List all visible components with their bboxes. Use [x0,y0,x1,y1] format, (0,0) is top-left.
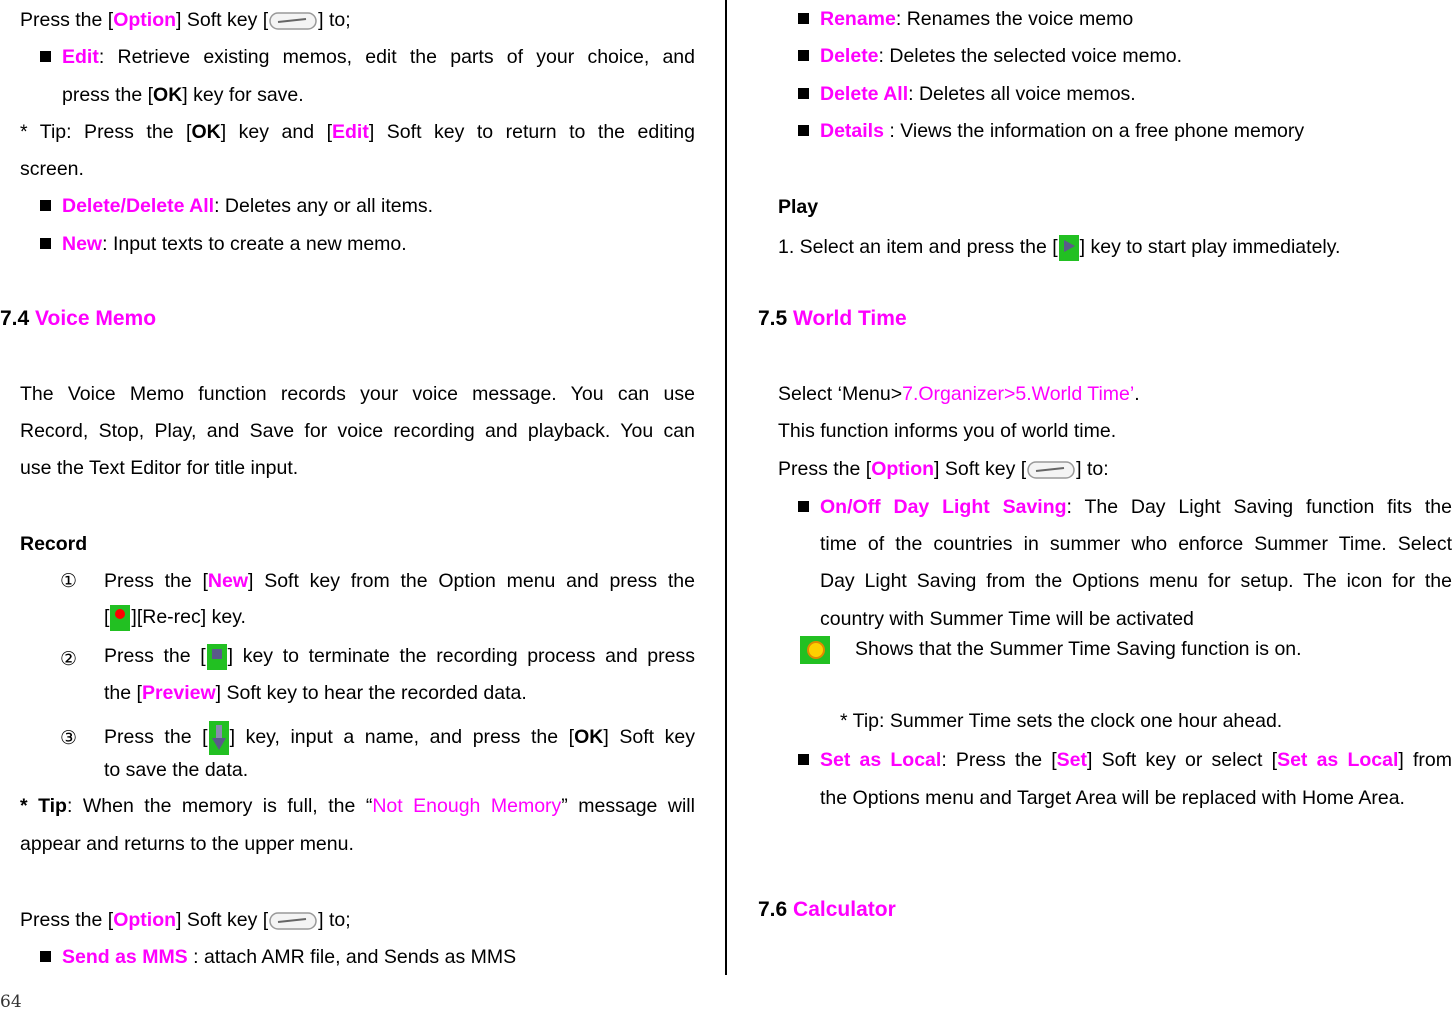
voice-memo-para-line2: Record, Stop, Play, and Save for voice recording and playback. You can [20,420,695,442]
column-divider [725,0,727,975]
daylight-line1: On/Off Day Light Saving: The Day Light Saving function fits the [820,496,1452,518]
bullet-icon [798,501,809,512]
soft-key-icon [268,910,318,932]
bullet-icon [798,13,809,24]
new-item: New: Input texts to create a new memo. [62,233,407,255]
step3-line1: Press the [ ] key, input a name, and press the [OK] Soft key [104,720,695,756]
option2-line: Press the [Option] Soft key [ ] to; [20,909,351,931]
tip1-line: * Tip: Press the [OK] key and [Edit] Soft key to return to the editing [20,121,695,143]
option-intro-line: Press the [Option] Soft key [ ] to; [20,9,351,31]
set-local-line1: Set as Local: Press the [Set] Soft key or select [Set as Local] from [820,749,1452,771]
delete-all-item: Delete All: Deletes all voice memos. [820,83,1136,105]
informs-line: This function informs you of world time. [778,420,1117,442]
bullet-icon [798,50,809,61]
step1-line1: Press the [New] Soft key from the Option menu and press the [104,570,695,592]
step2-line2: the [Preview] Soft key to hear the recorded data. [104,682,527,704]
daylight-line3: Day Light Saving from the Options menu for setup. The icon for the [820,570,1452,592]
summer-tip: * Tip: Summer Time sets the clock one hour ahead. [840,710,1283,732]
section-heading-calculator: 7.6 Calculator [758,898,896,921]
bullet-icon [798,88,809,99]
step-marker: ① [60,570,78,592]
send-mms-item: Send as MMS : attach AMR file, and Sends as MMS [62,946,517,968]
select-menu-line: Select ‘Menu>7.Organizer>5.World Time’. [778,383,1140,405]
section-heading-voice-memo: 7.4 Voice Memo [0,307,157,330]
bullet-icon [798,125,809,136]
voice-memo-para-line3: use the Text Editor for title input. [20,457,299,479]
option-line: Press the [Option] Soft key [ ] to: [778,458,1109,480]
tip2-line1: * Tip: When the memory is full, the “Not Enough Memory” message will [20,795,695,817]
tip2-line2: appear and returns to the upper menu. [20,833,354,855]
delete-item: Delete: Deletes the selected voice memo. [820,45,1183,67]
stop-icon [206,643,228,671]
voice-memo-para-line1: The Voice Memo function records your voice message. You can use [20,383,695,405]
step2-line1: Press the [ ] key to terminate the recording process and press [104,643,695,671]
step-marker: ② [60,648,78,670]
edit-item-line2: press the [OK] key for save. [62,84,304,106]
soft-key-icon [268,10,318,32]
section-heading-world-time: 7.5 World Time [758,307,907,330]
record-heading: Record [20,533,88,555]
step-marker: ③ [60,727,78,749]
step1-line2: [ ][Re-rec] key. [104,604,246,632]
edit-item: Edit: Retrieve existing memos, edit the parts of your choice, and [62,46,695,68]
details-item: Details : Views the information on a free phone memory [820,120,1305,142]
soft-key-icon [1026,459,1076,481]
bullet-icon [40,951,51,962]
set-local-line2: the Options menu and Target Area will be replaced with Home Area. [820,787,1405,809]
play-icon [1058,234,1080,262]
step3-line2: to save the data. [104,759,249,781]
summer-time-icon [800,636,830,664]
bullet-icon [40,51,51,62]
bullet-icon [40,238,51,249]
delete-item: Delete/Delete All: Deletes any or all items. [62,195,434,217]
play-heading: Play [778,196,819,218]
play-line: 1. Select an item and press the [ ] key to start play immediately. [778,234,1340,262]
daylight-line2: time of the countries in summer who enforce Summer Time. Select [820,533,1452,555]
tip1-line2: screen. [20,158,84,180]
save-down-icon [208,720,230,756]
summer-icon-desc: Shows that the Summer Time Saving function is on. [855,638,1302,660]
bullet-icon [40,200,51,211]
record-icon [109,604,131,632]
daylight-line4: country with Summer Time will be activated [820,608,1194,630]
bullet-icon [798,754,809,765]
rename-item: Rename: Renames the voice memo [820,8,1134,30]
page-number: 64 [0,992,22,1012]
